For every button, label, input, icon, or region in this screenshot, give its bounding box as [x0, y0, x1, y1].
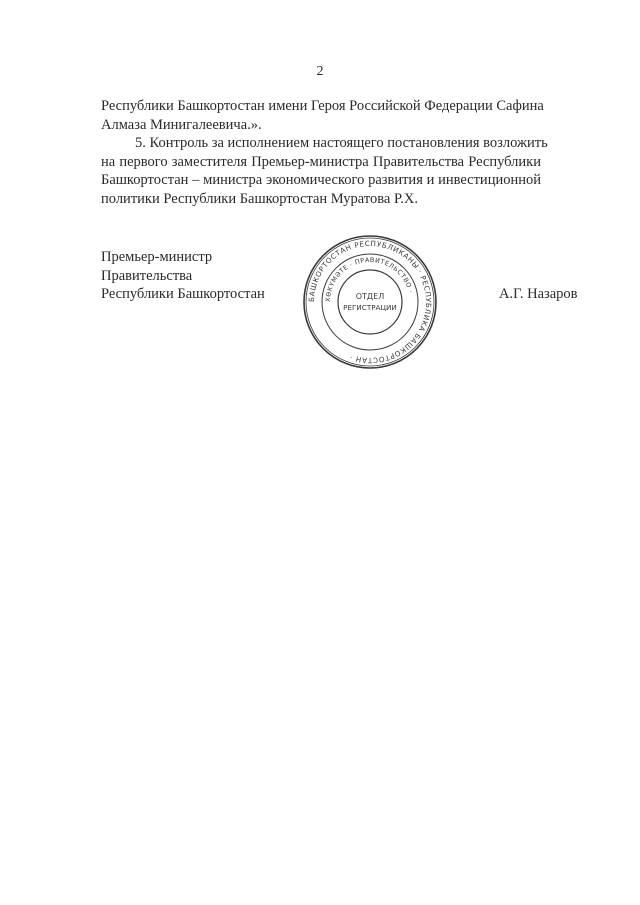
seal-center-line-2: РЕГИСТРАЦИИ [343, 303, 397, 312]
signatory-name: А.Г. Назаров [499, 286, 578, 302]
seal-center-line-1: ОТДЕЛ [355, 292, 385, 301]
body-line: Республики Башкортостан имени Героя Российской Федерации Сафина [101, 98, 544, 114]
seal-inner-text: ХӨКҮМӘТЕ · ПРАВИТЕЛЬСТВО · [323, 255, 415, 303]
signatory-title-line: Правительства [101, 267, 193, 284]
page-number: 2 [316, 64, 324, 79]
body-line: 5. Контроль за исполнением настоящего постановления возложить [135, 135, 548, 151]
seal-inner-circle [338, 270, 402, 334]
signatory-title-line: Премьер-министр [101, 249, 213, 265]
body-line: Алмаза Минигалеевича.». [101, 116, 262, 133]
registration-seal [300, 232, 440, 372]
body-text [101, 97, 548, 208]
signatory-title-line: Республики Башкортостан [101, 286, 265, 302]
body-line: Башкортостан – министра экономического развития и инвестиционной [101, 172, 541, 188]
body-line: на первого заместителя Премьер-министра Правительства Республики [101, 153, 541, 170]
seal-graphic [300, 232, 440, 372]
body-line: политики Республики Башкортостан Муратова Р.Х. [101, 190, 418, 207]
signatory-title [101, 248, 265, 304]
seal-middle-circle [322, 254, 418, 350]
seal-outer-text: БАШКОРТОСТАН РЕСПУБЛИКАНЫ · РЕСПУБЛИКА БАШКОРТОСТАН · [306, 238, 434, 366]
seal-outer-circle [304, 236, 436, 368]
seal-outer-circle-inner [306, 238, 434, 366]
